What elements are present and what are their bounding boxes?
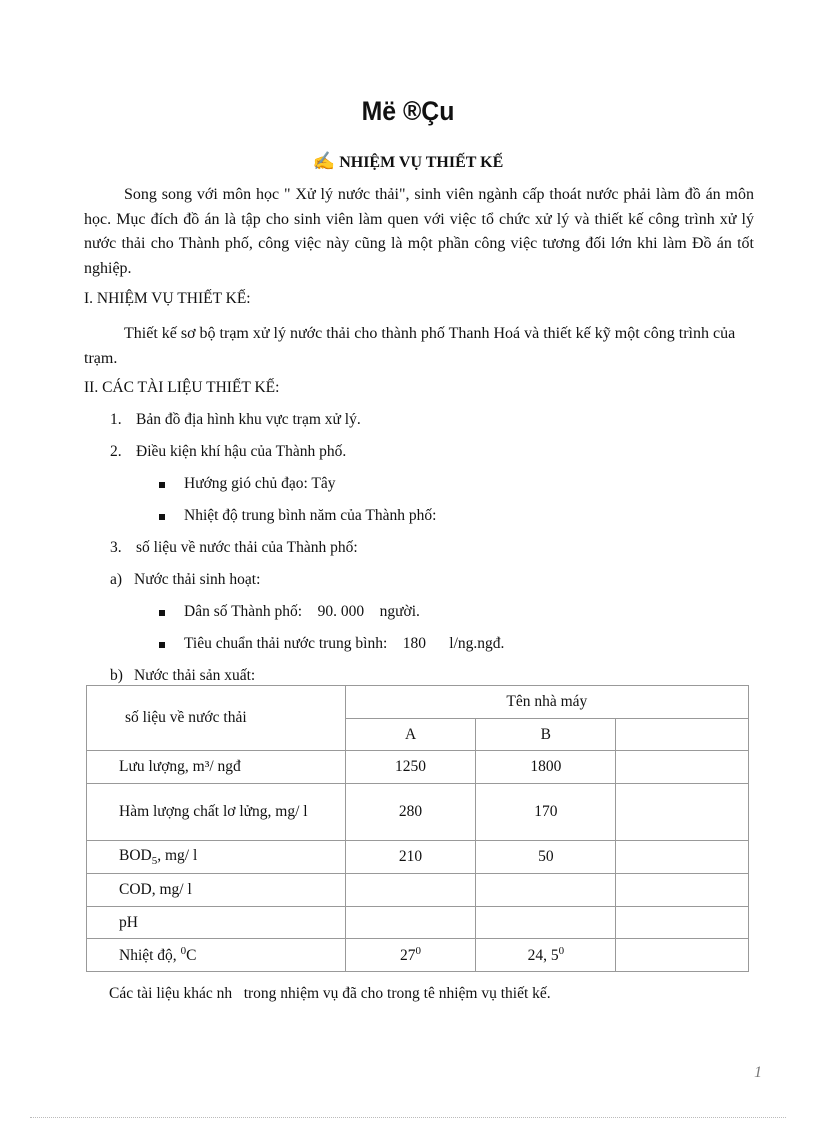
intro-paragraph: Song song với môn học " Xử lý nước thải", sinh viên ngành cấp thoát nước phải làm đồ án môn học. Mục đích đồ án là tập cho sinh viên làm quen với việc tổ chức xử lý và thiết kế công trình xử lý nước thải cho Thành phố, công việc này cũng là một phần công việc tương đối lớn khi làm Đồ án tốt nghiệp. <box>84 186 754 277</box>
table-corner-header: số liệu về nước thải <box>87 686 346 751</box>
bullet-item: Tiêu chuẩn thải nước trung bình: 180 l/ng.ngđ. <box>184 635 505 652</box>
table-cell: 170 <box>476 784 616 841</box>
table-row <box>87 686 749 719</box>
table-cell <box>345 874 476 907</box>
list-item-2: Điều kiện khí hậu của Thành phố. <box>136 443 347 460</box>
table-cell <box>476 907 616 939</box>
table-row <box>87 874 749 907</box>
section-title <box>0 151 816 172</box>
table-row-label: $BOD_5$, mg/ l <box>87 841 346 874</box>
table-row-label: Hàm lượng chất lơ lửng, mg/ l <box>87 784 346 841</box>
table-cell-empty <box>616 751 749 784</box>
bullet-icon <box>159 610 165 616</box>
list-number-1: 1. <box>110 411 122 428</box>
section2-heading: II. CÁC TÀI LIỆU THIẾT KẾ: <box>84 379 280 396</box>
table-row <box>87 841 749 874</box>
list-number-2: 2. <box>110 443 122 460</box>
table-group-header: Tên nhà máy <box>345 686 748 719</box>
list-number-3: 3. <box>110 539 122 556</box>
pen-writing-icon: ✍ <box>312 151 336 171</box>
list-item-3: số liệu về nước thải của Thành phố: <box>136 539 358 556</box>
sub-label-a: a) <box>110 571 123 588</box>
table-cell: 50 <box>476 841 616 874</box>
section-title-text: NHIỆM VỤ THIẾT KẾ <box>339 154 504 171</box>
page-title: Më ®Çu <box>361 96 455 126</box>
table-cell: 210 <box>345 841 476 874</box>
bullet-icon <box>159 482 165 488</box>
bullet-icon <box>159 514 165 520</box>
table-cell: 280 <box>345 784 476 841</box>
table-row-label: COD, mg/ l <box>87 874 346 907</box>
bullet-item: Nhiệt độ trung bình năm của Thành phố: <box>184 507 437 524</box>
section1-heading: I. NHIỆM VỤ THIẾT KẾ: <box>84 290 251 307</box>
table-cell-empty <box>616 719 749 751</box>
table-col-header-b: B <box>476 719 616 751</box>
table-cell: 1250 <box>345 751 476 784</box>
list-item-1: Bản đồ địa hình khu vực trạm xử lý. <box>136 411 361 428</box>
table-cell <box>345 907 476 939</box>
table-row-label: Lưu lượng, m³/ ngđ <box>87 751 346 784</box>
table-row <box>87 751 749 784</box>
sub-item-b: Nước thải sản xuất: <box>134 667 256 684</box>
table-cell <box>476 874 616 907</box>
table-row-label: pH <box>87 907 346 939</box>
wastewater-table <box>86 685 749 972</box>
footer-divider <box>30 1117 786 1118</box>
bullet-item: Dân số Thành phố: 90. 000 người. <box>184 603 420 620</box>
sub-label-b: b) <box>110 667 123 684</box>
table-cell-empty <box>616 907 749 939</box>
table-cell-empty <box>616 939 749 972</box>
table-cell-empty <box>616 874 749 907</box>
table-row <box>87 907 749 939</box>
section1-body: Thiết kế sơ bộ trạm xử lý nước thải cho thành phố Thanh Hoá và thiết kế kỹ một công trình của trạm. <box>84 325 736 367</box>
table-cell: 24, $5^0$ <box>476 939 616 972</box>
bullet-item: Hướng gió chủ đạo: Tây <box>184 475 336 492</box>
closing-line: Các tài liệu khác nh trong nhiệm vụ đã cho trong tê nhiệm vụ thiết kế. <box>109 985 551 1002</box>
table-cell-empty <box>616 784 749 841</box>
sub-item-a: Nước thải sinh hoạt: <box>134 571 261 588</box>
table-cell: $27^0$ <box>345 939 476 972</box>
table-cell: 1800 <box>476 751 616 784</box>
table-row <box>87 939 749 972</box>
bullet-icon <box>159 642 165 648</box>
table-cell-empty <box>616 841 749 874</box>
page-number: 1 <box>754 1064 762 1081</box>
table-row-label: Nhiệt độ, $^0$C <box>87 939 346 972</box>
table-col-header-a: A <box>345 719 476 751</box>
table-row <box>87 784 749 841</box>
